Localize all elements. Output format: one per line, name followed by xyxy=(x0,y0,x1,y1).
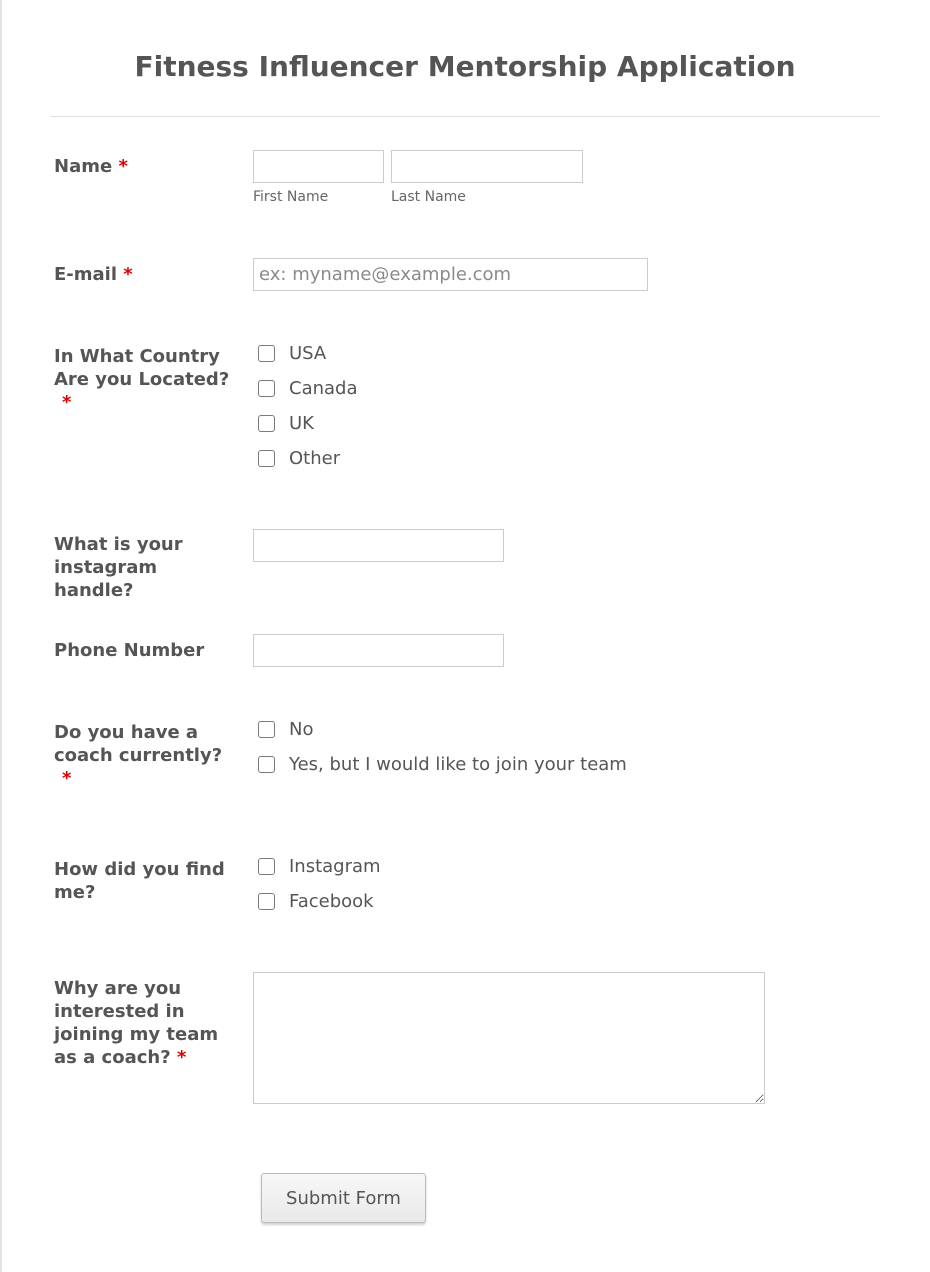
last-name-input[interactable] xyxy=(391,150,583,183)
option-label: Facebook xyxy=(289,890,374,912)
find-option-facebook[interactable] xyxy=(258,890,374,912)
country-option-uk[interactable] xyxy=(258,412,314,434)
why-textarea[interactable] xyxy=(253,972,765,1104)
email-label-text: E-mail xyxy=(54,264,118,285)
title-divider xyxy=(50,116,880,117)
checkbox[interactable] xyxy=(258,858,275,875)
checkbox[interactable] xyxy=(258,415,275,432)
checkbox[interactable] xyxy=(258,721,275,738)
option-label: No xyxy=(289,718,314,740)
required-marker: * xyxy=(123,264,133,285)
checkbox[interactable] xyxy=(258,345,275,362)
instagram-label: What is your instagram handle? xyxy=(54,534,183,601)
required-marker: * xyxy=(176,1047,187,1068)
option-label: Yes, but I would like to join your team xyxy=(289,753,627,775)
checkbox[interactable] xyxy=(258,756,275,773)
email-input[interactable] xyxy=(253,258,648,291)
option-label: Canada xyxy=(289,377,358,399)
checkbox[interactable] xyxy=(258,893,275,910)
first-name-input[interactable] xyxy=(253,150,384,183)
instagram-input[interactable] xyxy=(253,529,504,562)
page-left-border xyxy=(0,0,2,1272)
coach-option-yes[interactable] xyxy=(258,753,627,775)
required-marker: * xyxy=(118,156,128,177)
find-option-instagram[interactable] xyxy=(258,855,381,877)
option-label: Other xyxy=(289,447,341,469)
last-name-sublabel: Last Name xyxy=(391,189,466,205)
submit-button[interactable]: Submit Form xyxy=(261,1173,426,1223)
why-label-text: Why are you interested in joining my team as a coach? xyxy=(54,978,219,1068)
phone-input[interactable] xyxy=(253,634,504,667)
option-label: UK xyxy=(289,412,314,434)
checkbox[interactable] xyxy=(258,380,275,397)
coach-option-no[interactable] xyxy=(258,718,313,740)
option-label: USA xyxy=(289,342,327,364)
name-label xyxy=(54,155,128,178)
phone-label: Phone Number xyxy=(54,640,205,661)
country-label xyxy=(54,345,244,414)
country-label-text: In What Country Are you Located? xyxy=(54,346,230,390)
coach-label-text: Do you have a coach currently? xyxy=(54,722,223,766)
email-label xyxy=(54,263,133,286)
checkbox[interactable] xyxy=(258,450,275,467)
coach-label xyxy=(54,721,244,790)
form-title: Fitness Influencer Mentorship Application xyxy=(134,50,796,83)
first-name-sublabel: First Name xyxy=(253,189,329,205)
required-marker: * xyxy=(62,392,72,413)
why-label xyxy=(54,977,234,1069)
name-label-text: Name xyxy=(54,156,113,177)
country-option-other[interactable] xyxy=(258,447,340,469)
option-label: Instagram xyxy=(289,855,381,877)
find-label: How did you find me? xyxy=(54,859,225,903)
country-option-usa[interactable] xyxy=(258,342,326,364)
required-marker: * xyxy=(62,768,72,789)
country-option-canada[interactable] xyxy=(258,377,358,399)
